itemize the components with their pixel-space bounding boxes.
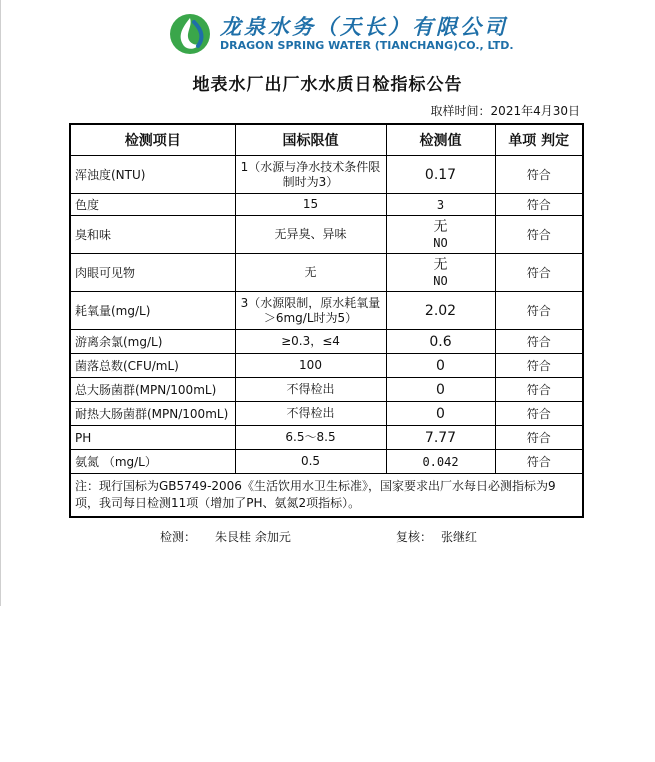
header-item: 检测项目 — [70, 124, 235, 156]
row-value-alt: NO — [433, 235, 448, 250]
row-value-text: 0.042 — [422, 454, 459, 469]
row-judge: 符合 — [495, 254, 583, 292]
row-item: 色度 — [70, 194, 235, 216]
row-limit: 不得检出 — [235, 402, 386, 426]
row-judge: 符合 — [495, 402, 583, 426]
row-value — [386, 254, 495, 292]
row-judge: 符合 — [495, 156, 583, 194]
row-judge: 符合 — [495, 378, 583, 402]
inspectors: 朱艮桂 余加元 — [215, 530, 291, 544]
row-item: 氨氮 （mg/L） — [70, 450, 235, 474]
table-row — [70, 156, 583, 194]
table-row — [70, 354, 583, 378]
row-limit: ≥0.3，≤4 — [235, 330, 386, 354]
row-judge: 符合 — [495, 354, 583, 378]
row-value — [386, 216, 495, 254]
row-item: 浑浊度(NTU) — [70, 156, 235, 194]
row-value: 2.02 — [386, 292, 495, 330]
row-limit: 无异臭、异味 — [235, 216, 386, 254]
row-judge: 符合 — [495, 216, 583, 254]
row-limit: 不得检出 — [235, 378, 386, 402]
company-logo — [168, 10, 514, 58]
company-name-en: DRAGON SPRING WATER (TIANCHANG)CO., LTD. — [220, 39, 514, 52]
row-item: PH — [70, 426, 235, 450]
company-name-cn: 龙泉水务（天长）有限公司 — [220, 15, 508, 39]
row-limit: 无 — [235, 254, 386, 292]
header-judge: 单项 判定 — [495, 124, 583, 156]
row-limit: 6.5～8.5 — [235, 426, 386, 450]
sample-date: 取样时间：2021年4月30日 — [430, 104, 580, 118]
row-judge: 符合 — [495, 292, 583, 330]
row-value: 0.17 — [386, 156, 495, 194]
row-value — [386, 450, 495, 474]
table-note: 注：现行国标为GB5749-2006《生活饮用水卫生标准》，国家要求出厂水每日必测指标为9项，我司每日检测11项（增加了PH、氨氮2项指标）。 — [70, 474, 583, 518]
water-quality-table — [69, 123, 584, 518]
table-row — [70, 254, 583, 292]
row-judge: 符合 — [495, 330, 583, 354]
reviewer: 张继红 — [441, 530, 478, 544]
row-judge: 符合 — [495, 426, 583, 450]
table-row — [70, 330, 583, 354]
page-title: 地表水厂出厂水水质日检指标公告 — [192, 75, 463, 95]
table-row — [70, 292, 583, 330]
table-row — [70, 450, 583, 474]
row-item: 耗氧量(mg/L) — [70, 292, 235, 330]
row-value — [386, 194, 495, 216]
review-label: 复核： — [396, 530, 433, 544]
water-drop-logo-icon — [168, 12, 212, 56]
row-item: 菌落总数(CFU/mL) — [70, 354, 235, 378]
row-item: 肉眼可见物 — [70, 254, 235, 292]
row-limit: 0.5 — [235, 450, 386, 474]
table-row — [70, 402, 583, 426]
note-row — [70, 474, 583, 518]
row-value: 0 — [386, 402, 495, 426]
row-item: 臭和味 — [70, 216, 235, 254]
row-value-text: 3 — [436, 197, 445, 212]
row-value: 0 — [386, 354, 495, 378]
row-value-alt: NO — [433, 273, 448, 288]
table-row — [70, 378, 583, 402]
table-row — [70, 194, 583, 216]
row-value: 7.77 — [386, 426, 495, 450]
header-limit: 国标限值 — [235, 124, 386, 156]
row-item: 总大肠菌群(MPN/100mL) — [70, 378, 235, 402]
row-limit: 15 — [235, 194, 386, 216]
row-value-text: 无 — [433, 218, 448, 235]
inspect-label: 检测： — [160, 530, 197, 544]
table-header-row — [70, 124, 583, 156]
header-value: 检测值 — [386, 124, 495, 156]
row-item: 耐热大肠菌群(MPN/100mL) — [70, 402, 235, 426]
row-judge: 符合 — [495, 194, 583, 216]
row-limit: 1（水源与净水技术条件限制时为3） — [235, 156, 386, 194]
row-limit: 3（水源限制，原水耗氧量＞6mg/L时为5） — [235, 292, 386, 330]
row-limit: 100 — [235, 354, 386, 378]
table-row — [70, 426, 583, 450]
row-value: 0.6 — [386, 330, 495, 354]
row-value: 0 — [386, 378, 495, 402]
table-row — [70, 216, 583, 254]
row-judge: 符合 — [495, 450, 583, 474]
row-item: 游离余氯(mg/L) — [70, 330, 235, 354]
row-value-text: 无 — [433, 256, 448, 273]
